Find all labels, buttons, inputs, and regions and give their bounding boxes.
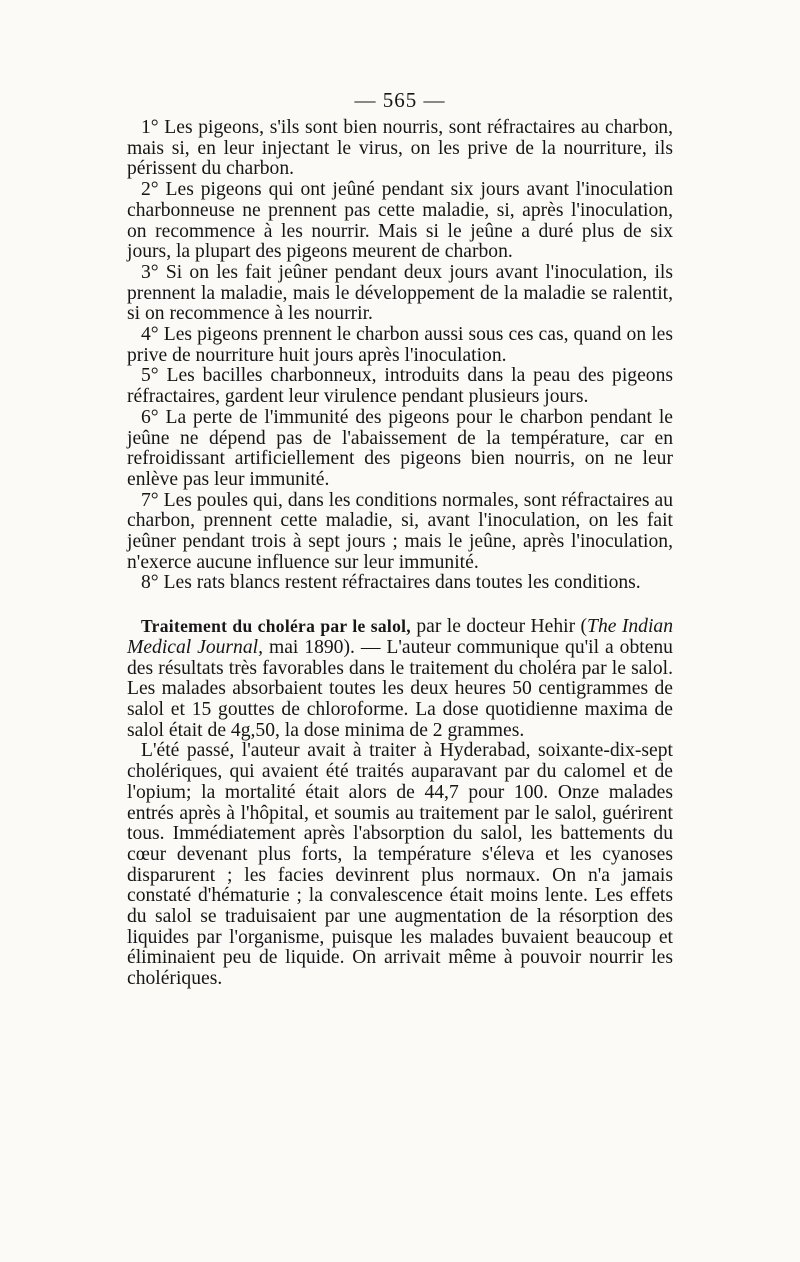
list-item-2: 2° Les pigeons qui ont jeûné pendant six jours avant l'inoculation charbonneuse ne prennent pas cette maladie, si, après l'inoculation, on recommence à les nourrir. Mais si le jeûne a duré plus de six jours, la plupart des pigeons meurent de charbon.	[127, 179, 673, 263]
body-text	[127, 118, 673, 990]
article-byline-pre: par le docteur Hehir (	[410, 616, 588, 638]
article-byline-post: mai 1890). — L'auteur communique qu'il a obtenu des résultats très favorables dans le traitement du choléra par le salol. Les malades absorbaient toutes les deux heures 50 centigrammes de salol et 15 gouttes de chloroforme. La dose quotidienne maxima de salol était de 4g,50, la dose minima de 2 grammes.	[127, 636, 673, 741]
article-paragraph-2: L'été passé, l'auteur avait à traiter à Hyderabad, soixante-dix-sept cholériques, qui avaient été traités auparavant par du calomel et de l'opium; la mortalité était alors de 44,7 pour 100. Onze malades entrés après à l'hôpital, et soumis au traitement par le salol, guérirent tous. Immédiatement après l'absorption du salol, les battements du cœur devenant plus forts, la température s'éleva et les cyanoses disparurent ; les facies devinrent plus normaux. On n'a jamais constaté d'hématurie ; la convalescence était moins lente. Les effets du salol se traduisaient par une augmentation de la résorption des liquides par l'organisme, puisque les malades buvaient beaucoup et éliminaient peu de liquide. On arrivait même à pouvoir nourrir les cholériques.	[127, 740, 673, 990]
page-number: — 565 —	[354, 88, 446, 112]
list-item-8: 8° Les rats blancs restent réfractaires dans toutes les conditions.	[141, 572, 641, 594]
article-salol	[127, 616, 673, 990]
article-heading: Traitement du choléra par le salol,	[141, 616, 411, 637]
list-item-5: 5° Les bacilles charbonneux, introduits dans la peau des pigeons réfractaires, gardent leur virulence pendant plusieurs jours.	[127, 365, 673, 408]
list-item-4: 4° Les pigeons prennent le charbon aussi sous ces cas, quand on les prive de nourriture huit jours après l'inoculation.	[127, 324, 673, 366]
list-item-6: 6° La perte de l'immunité des pigeons pour le charbon pendant le jeûne ne dépend pas de l'abaissement de la température, car en refroidissant artificiellement des pigeons bien nourris, on ne leur enlève pas leur immunité.	[127, 406, 673, 490]
article-paragraph-1	[127, 616, 673, 741]
journal-title: The Indian Medical Journal,	[127, 616, 673, 658]
list-item-1: 1° Les pigeons, s'ils sont bien nourris, sont réfractaires au charbon, mais si, en leur injectant le virus, on les prive de la nourriture, ils périssent du charbon.	[127, 117, 673, 180]
list-item-7: 7° Les poules qui, dans les conditions normales, sont réfractaires au charbon, prennent cette maladie, si, avant l'inoculation, on les fait jeûner pendant trois à sept jours ; mais le jeûne, après l'inoculation, n'exerce aucune influence sur leur immunité.	[127, 489, 673, 573]
list-item-3: 3° Si on les fait jeûner pendant deux jours avant l'inoculation, ils prennent la maladie, mais le développement de la maladie se ralentit, si on recommence à les nourrir.	[127, 261, 673, 325]
